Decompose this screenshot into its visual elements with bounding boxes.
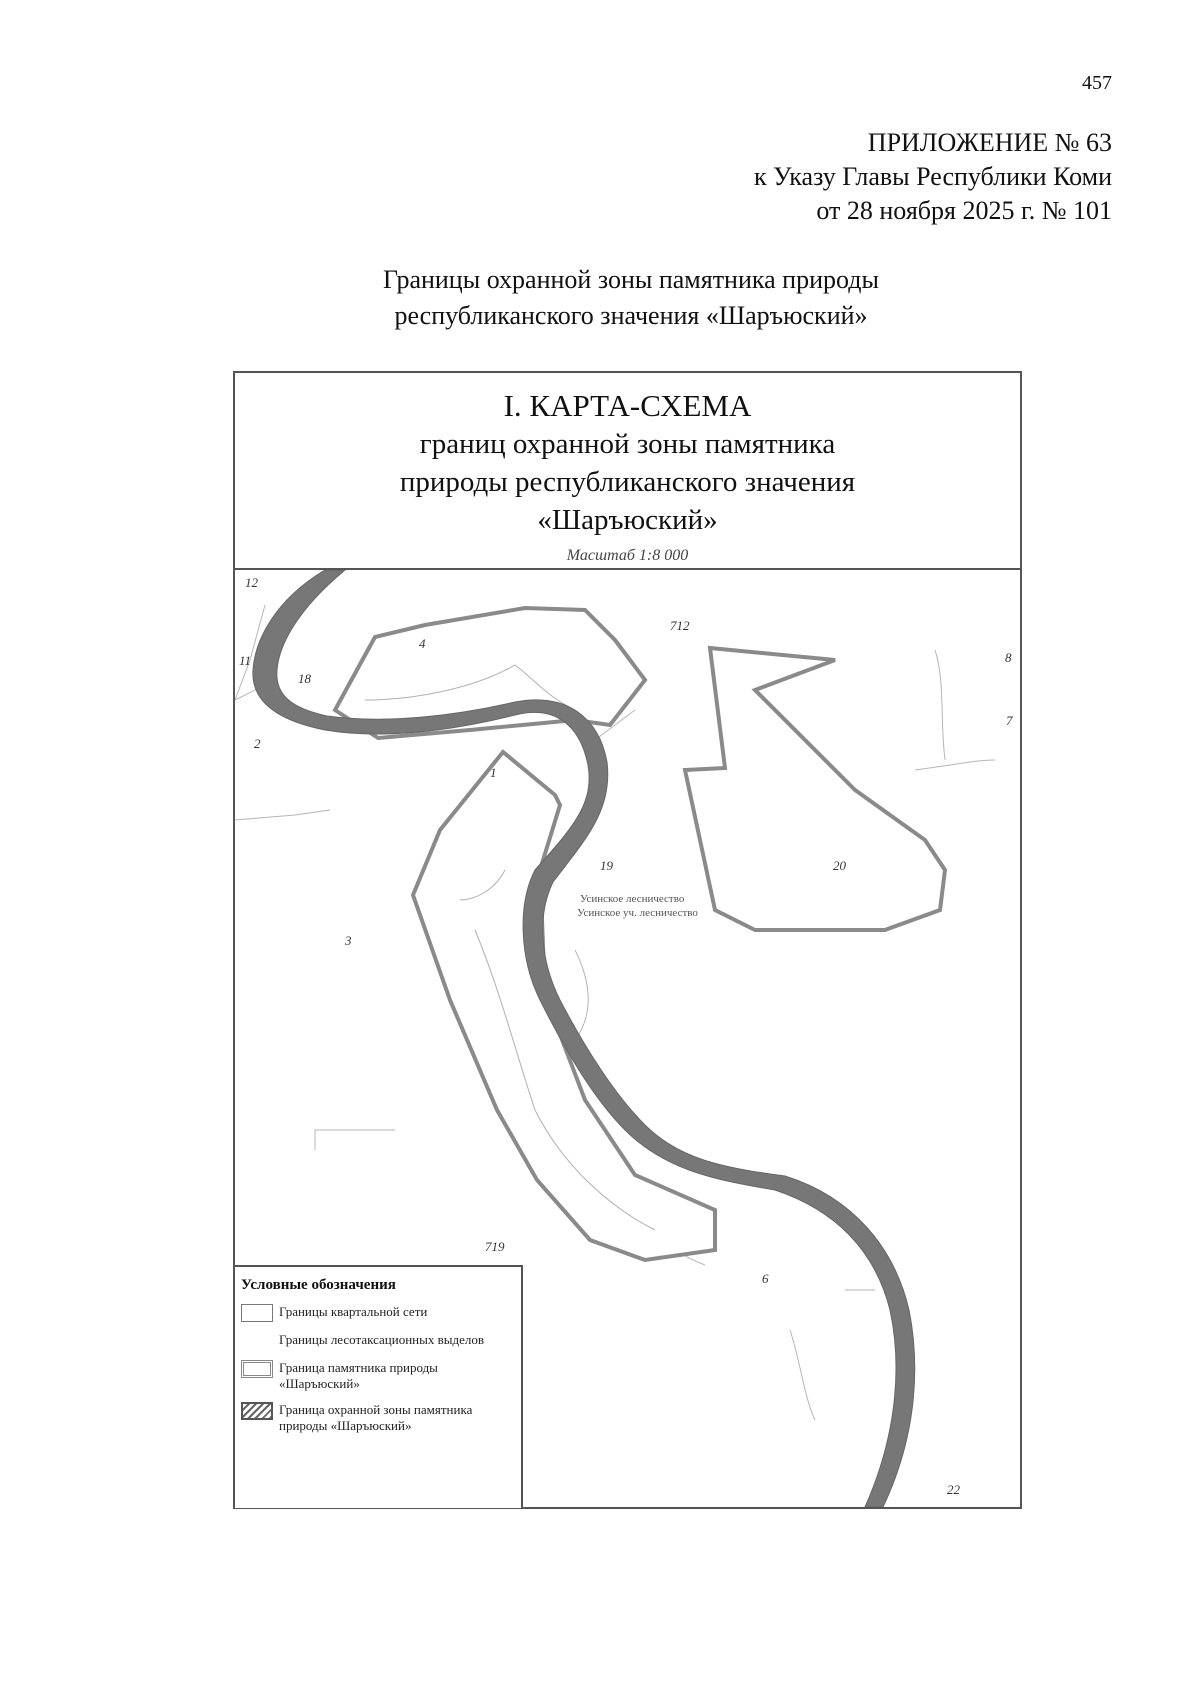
monument-boundaries — [335, 608, 945, 1260]
legend-swatch-quarter — [241, 1304, 273, 1322]
label-quarter-4: 4 — [419, 636, 426, 651]
legend-swatch-monument — [241, 1360, 273, 1378]
label-quarter-12: 12 — [245, 575, 258, 590]
map-frame — [233, 371, 1022, 1509]
map-scale: Масштаб 1:8 000 — [566, 547, 689, 564]
label-quarter-2: 2 — [254, 736, 261, 751]
label-quarter-11: 11 — [239, 653, 252, 668]
map-title: I. КАРТА-СХЕМА — [503, 388, 752, 423]
label-quarter-22: 22 — [947, 1482, 960, 1497]
legend-title: Условные обозначения — [241, 1277, 396, 1293]
label-forestry-2: Усинское уч. лесничество — [577, 907, 698, 919]
legend-swatch-zone — [241, 1402, 273, 1420]
legend-item-quarter — [241, 1304, 515, 1322]
appendix-line-3: от 28 ноября 2025 г. № 101 — [816, 196, 1112, 225]
label-quarter-18: 18 — [298, 671, 311, 686]
label-quarter-712: 712 — [670, 618, 690, 633]
appendix-header — [754, 126, 1112, 228]
monument-east-polygon — [685, 648, 945, 930]
legend-item-allotment — [241, 1332, 515, 1350]
appendix-line-2: к Указу Главы Республики Коми — [754, 162, 1112, 191]
allotment-line — [315, 1130, 395, 1150]
document-title-line-2: республиканского значения «Шаръюский» — [394, 301, 868, 330]
label-forestry-1: Усинское лесничество — [580, 893, 685, 905]
monument-central-polygon — [413, 752, 715, 1260]
map-header — [235, 373, 1020, 570]
allotment-line — [575, 950, 588, 1040]
allotment-line — [915, 760, 995, 770]
legend-label-zone: Граница охранной зоны памятника природы «Шаръюский» — [279, 1402, 473, 1433]
appendix-line-1: ПРИЛОЖЕНИЕ № 63 — [867, 128, 1112, 157]
legend-label-monument: Граница памятника природы «Шаръюский» — [279, 1360, 438, 1391]
map-legend — [235, 1265, 523, 1508]
allotment-line — [235, 810, 330, 820]
label-quarter-6: 6 — [762, 1271, 769, 1286]
map-subtitle-line-2: природы республиканского значения — [399, 466, 856, 498]
document-title-line-1: Границы охранной зоны памятника природы — [383, 265, 879, 294]
label-quarter-19: 19 — [600, 858, 613, 873]
label-quarter-20: 20 — [833, 858, 846, 873]
legend-item-zone — [241, 1402, 515, 1434]
legend-label-quarter: Границы квартальной сети — [279, 1304, 428, 1319]
legend-swatch-allotment — [241, 1332, 273, 1350]
map-subtitle-line-3: «Шаръюский» — [537, 504, 718, 536]
label-quarter-8: 8 — [1005, 650, 1012, 665]
label-quarter-1: 1 — [490, 765, 497, 780]
document-title — [0, 262, 1200, 334]
allotment-line — [935, 650, 945, 760]
label-quarter-3: 3 — [345, 933, 352, 948]
label-quarter-719: 719 — [485, 1239, 505, 1254]
legend-label-allotment: Границы лесотаксационных выделов — [279, 1332, 484, 1347]
allotment-line — [790, 1330, 815, 1420]
page-number: 457 — [1082, 72, 1112, 94]
label-quarter-7: 7 — [1006, 713, 1013, 728]
map-subtitle-line-1: границ охранной зоны памятника — [419, 428, 836, 460]
legend-item-monument — [241, 1360, 515, 1392]
